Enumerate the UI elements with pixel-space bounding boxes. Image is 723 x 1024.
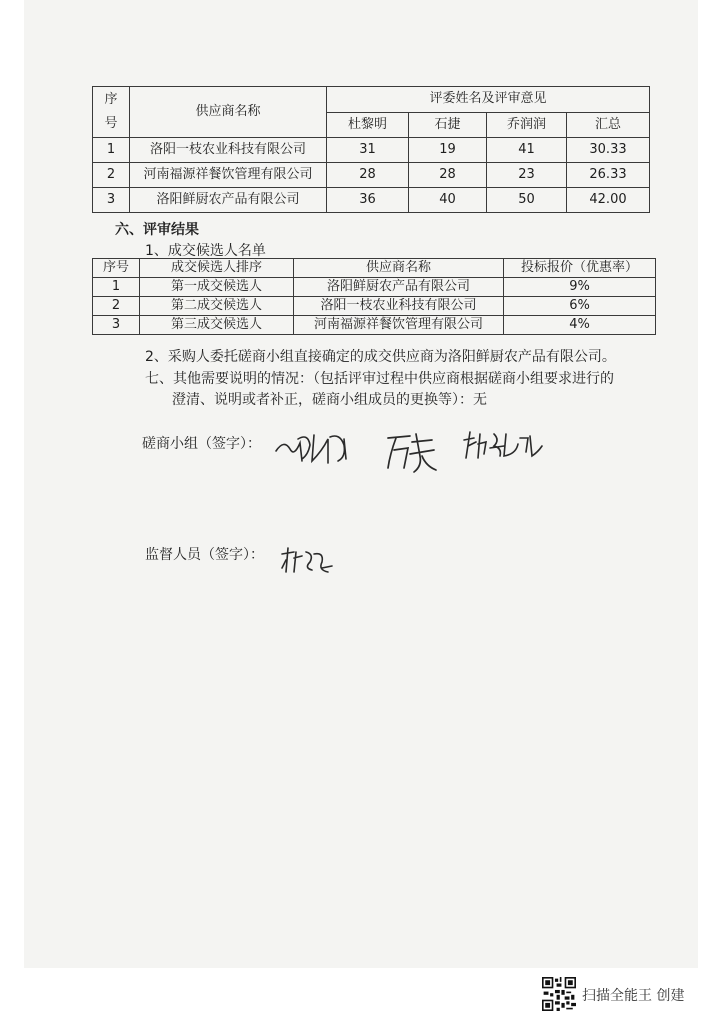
cell-bid: 6% xyxy=(504,297,656,316)
cell-rank: 第一成交候选人 xyxy=(140,278,294,297)
section-6-title: 六、评审结果 xyxy=(115,222,199,238)
header-supplier: 供应商名称 xyxy=(294,259,504,278)
cell-seq: 3 xyxy=(93,316,140,335)
cell-bid: 4% xyxy=(504,316,656,335)
table-row xyxy=(93,138,650,163)
cell-score: 36 xyxy=(327,188,409,213)
table-row xyxy=(93,188,650,213)
cell-seq: 1 xyxy=(93,138,130,163)
header-judge: 乔润润 xyxy=(487,113,567,138)
cell-score: 23 xyxy=(487,163,567,188)
header-judge: 石捷 xyxy=(409,113,487,138)
cell-score: 31 xyxy=(327,138,409,163)
cell-bid: 9% xyxy=(504,278,656,297)
cell-score: 40 xyxy=(409,188,487,213)
cell-score: 50 xyxy=(487,188,567,213)
signature-panel-member-1 xyxy=(270,425,360,465)
cell-supplier: 洛阳一枝农业科技有限公司 xyxy=(294,297,504,316)
header-judges-group: 评委姓名及评审意见 xyxy=(327,87,650,113)
cell-supplier: 洛阳一枝农业科技有限公司 xyxy=(130,138,327,163)
header-judge: 杜黎明 xyxy=(327,113,409,138)
header-seq: 序号 xyxy=(93,87,130,138)
cell-score: 28 xyxy=(409,163,487,188)
cell-total: 42.00 xyxy=(567,188,650,213)
awarded-supplier-paragraph: 2、采购人委托磋商小组直接确定的成交供应商为洛阳鲜厨农产品有限公司。 xyxy=(145,349,616,365)
header-supplier: 供应商名称 xyxy=(130,87,327,138)
signature-panel-member-2 xyxy=(382,428,442,476)
header-seq: 序号 xyxy=(93,259,140,278)
table-row xyxy=(93,297,656,316)
cell-seq: 2 xyxy=(93,297,140,316)
cell-rank: 第三成交候选人 xyxy=(140,316,294,335)
watermark-text: 扫描全能王 创建 xyxy=(582,988,685,1004)
table-header-row xyxy=(93,259,656,278)
cell-seq: 3 xyxy=(93,188,130,213)
section-7-line-1: 七、其他需要说明的情况：（包括评审过程中供应商根据磋商小组要求进行的 xyxy=(145,371,614,387)
candidate-table xyxy=(92,258,656,335)
table-row xyxy=(93,316,656,335)
review-score-table xyxy=(92,86,650,213)
cell-score: 28 xyxy=(327,163,409,188)
header-rank: 成交候选人排序 xyxy=(140,259,294,278)
cell-supplier: 洛阳鲜厨农产品有限公司 xyxy=(130,188,327,213)
cell-seq: 1 xyxy=(93,278,140,297)
cell-total: 26.33 xyxy=(567,163,650,188)
scanner-footer xyxy=(542,977,712,1013)
table-row xyxy=(93,278,656,297)
cell-supplier: 河南福源祥餐饮管理有限公司 xyxy=(294,316,504,335)
cell-supplier: 洛阳鲜厨农产品有限公司 xyxy=(294,278,504,297)
cell-supplier: 河南福源祥餐饮管理有限公司 xyxy=(130,163,327,188)
cell-score: 19 xyxy=(409,138,487,163)
panel-signature-label: 磋商小组（签字）： xyxy=(142,436,261,452)
section-7-line-2: 澄清、说明或者补正，磋商小组成员的更换等）：无 xyxy=(172,392,487,408)
qr-code-icon xyxy=(542,977,576,1011)
cell-rank: 第二成交候选人 xyxy=(140,297,294,316)
supervisor-signature-label: 监督人员（签字）： xyxy=(145,547,264,563)
signature-panel-member-3 xyxy=(460,428,544,464)
signature-supervisor xyxy=(278,544,338,578)
header-total: 汇总 xyxy=(567,113,650,138)
cell-seq: 2 xyxy=(93,163,130,188)
table-row xyxy=(93,163,650,188)
header-bid: 投标报价（优惠率） xyxy=(504,259,656,278)
cell-total: 30.33 xyxy=(567,138,650,163)
cell-score: 41 xyxy=(487,138,567,163)
candidate-list-heading: 1、成交候选人名单 xyxy=(145,243,266,259)
